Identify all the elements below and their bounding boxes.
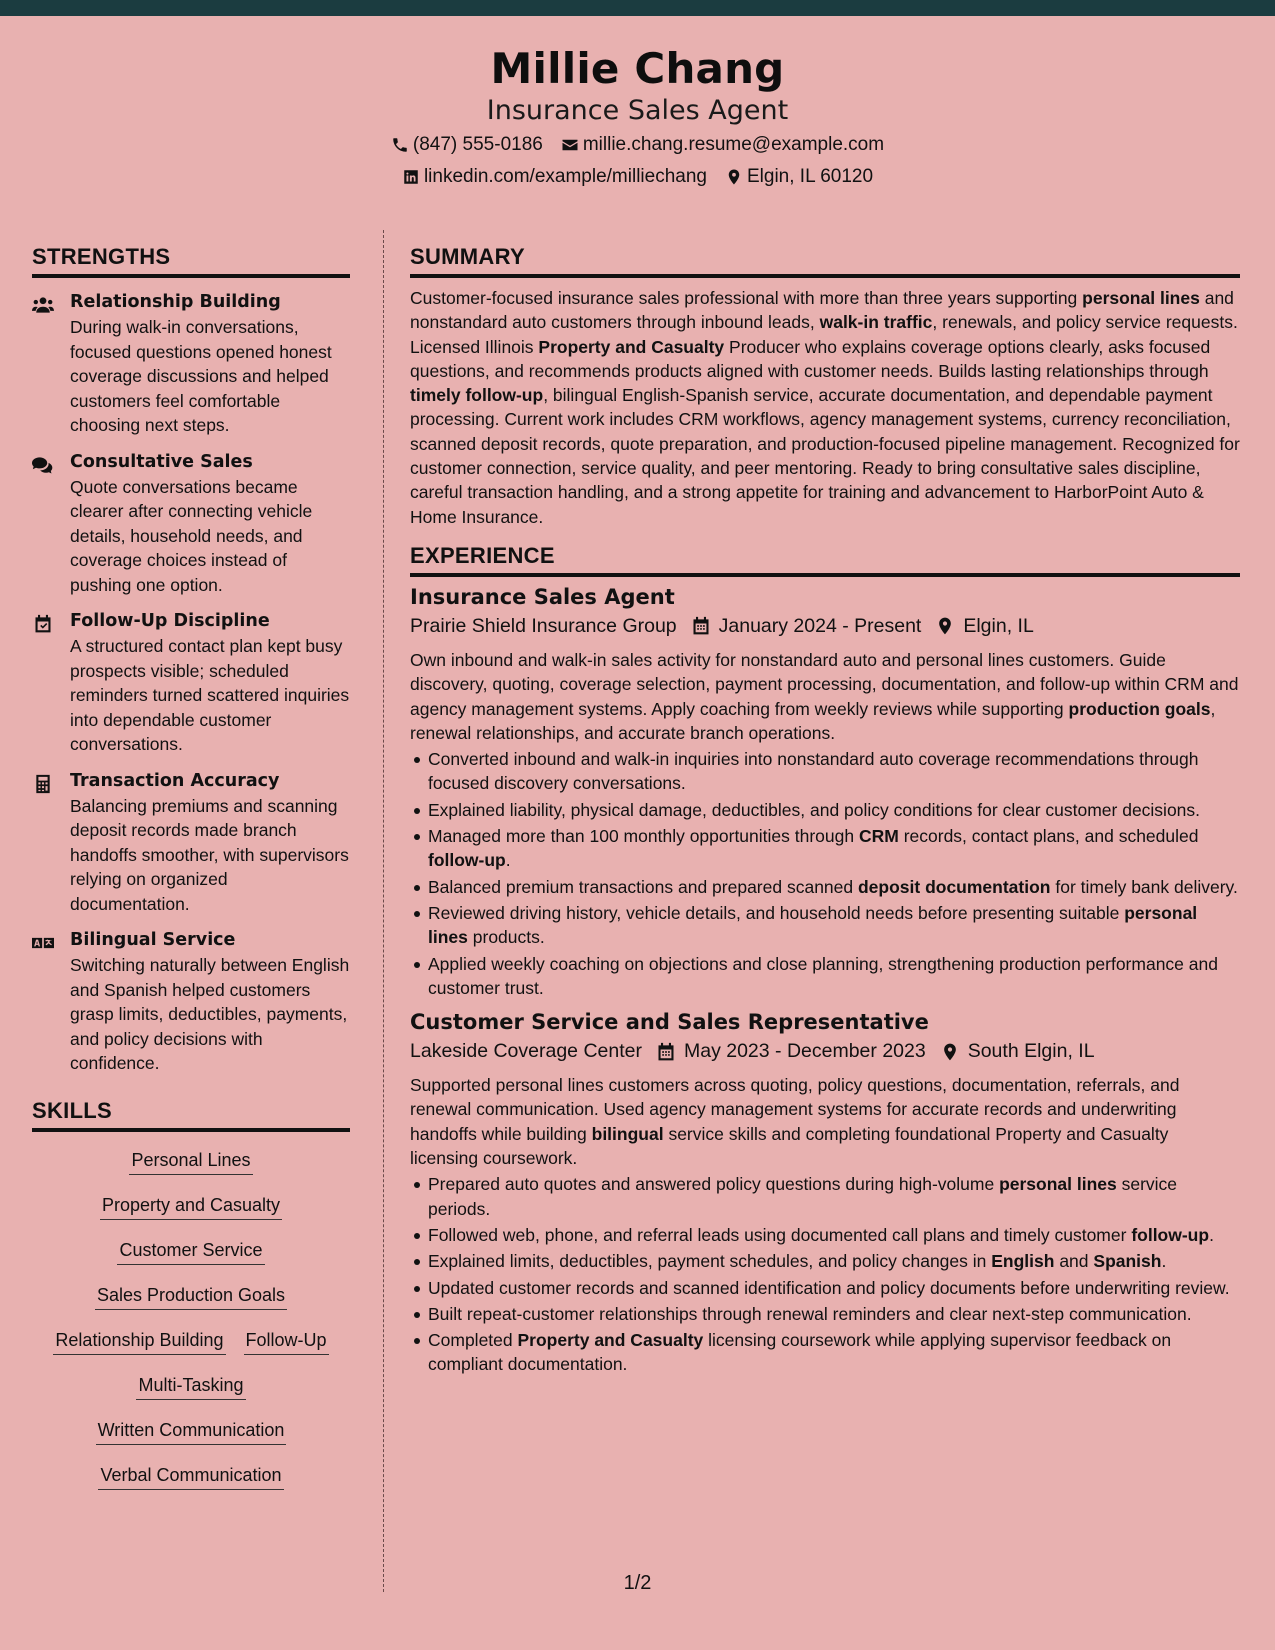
phone-text: (847) 555-0186: [412, 134, 543, 155]
job-dates: January 2024 - Present: [718, 614, 922, 637]
strength-desc: Quote conversations became clearer after connecting vehicle details, household needs, and coverage choices instead of pushing one option.: [70, 476, 313, 595]
skill-tag: Customer Service: [117, 1240, 264, 1265]
bullet-item: Updated customer records and scanned identification and policy documents before underwriting review.: [410, 1276, 1240, 1300]
strength-desc: Switching naturally between English and Spanish helped customers grasp limits, deductibles, payments, and policy decisions with confidence.: [70, 955, 350, 1073]
bullet-item: Reviewed driving history, vehicle details, and household needs before presenting suitable personal lines products.: [410, 901, 1240, 950]
summary-text: Customer-focused insurance sales professional with more than three years supporting personal lines and nonstandard auto customers through inbound leads, walk-in traffic, renewals, and policy service requests. Licensed Illinois Property and Casualty Producer who explains coverage options clearly, asks focused questions, and recommends products aligned with customer needs. Builds lasting relationships through timely follow-up, bilingual English-Spanish service, accurate documentation, and dependable payment processing. Current work includes CRM workflows, agency management systems, currency reconciliation, scanned deposit records, quote preparation, and production-focused pipeline management. Recognized for customer connection, service quality, and peer mentoring. Ready to bring consultative sales discipline, careful transaction handling, and a strong appetite for training and advancement to HarborPoint Auto & Home Insurance.: [410, 288, 1240, 527]
job-title: Insurance Sales Agent: [410, 584, 675, 609]
bullet-item: Built repeat-customer relationships through renewal reminders and clear next-step communication.: [410, 1302, 1240, 1326]
bullet-item: Applied weekly coaching on objections and close planning, strengthening production performance and customer trust.: [410, 952, 1240, 1001]
job-dates: May 2023 - December 2023: [683, 1040, 926, 1063]
strength-item: [32, 771, 350, 917]
linkedin-text: linkedin.com/example/milliechang: [423, 166, 707, 187]
bullet-item: Explained limits, deductibles, payment schedules, and policy changes in English and Spanish.: [410, 1249, 1240, 1273]
job-location: South Elgin, IL: [967, 1040, 1095, 1063]
contact-row-1: [0, 134, 1275, 156]
strength-desc: Balancing premiums and scanning deposit records made branch handoffs smoother, with supervisors relying on organized documentation.: [70, 795, 349, 914]
map-pin-icon: [935, 616, 955, 636]
skills-heading: SKILLS: [32, 1098, 350, 1132]
strength-title: Relationship Building: [70, 292, 281, 312]
bullet-item: Balanced premium transactions and prepared scanned deposit documentation for timely bank delivery.: [410, 875, 1240, 899]
left-column: [32, 244, 350, 1510]
map-pin-icon: [940, 1042, 960, 1062]
phone-icon: [391, 136, 409, 154]
contact-row-2: [0, 166, 1275, 188]
email-text: millie.chang.resume@example.com: [582, 134, 885, 155]
strength-title: Bilingual Service: [70, 930, 236, 950]
bullet-item: Managed more than 100 monthly opportunities through CRM records, contact plans, and scheduled follow-up.: [410, 824, 1240, 873]
skill-tag: Relationship Building: [53, 1330, 225, 1355]
candidate-name: Millie Chang: [490, 44, 785, 93]
job-description: Own inbound and walk-in sales activity for nonstandard auto and personal lines customers. Guide discovery, quoting, coverage selection, payment processing, documentation, and follow-up within CRM and agency management systems. Apply coaching from weekly reviews while supporting production goals, renewal relationships, and accurate branch operations.: [410, 649, 1239, 743]
strengths-heading: STRENGTHS: [32, 244, 350, 278]
skill-tag: Sales Production Goals: [95, 1285, 287, 1310]
bullet-item: Prepared auto quotes and answered policy questions during high-volume personal lines service periods.: [410, 1172, 1240, 1221]
skill-tag: Written Communication: [96, 1420, 287, 1445]
envelope-icon: [561, 136, 579, 154]
skill-tag: Verbal Communication: [98, 1465, 283, 1490]
job-title: Customer Service and Sales Representative: [410, 1010, 929, 1035]
skill-tag: Follow-Up: [244, 1330, 329, 1355]
strength-desc: During walk-in conversations, focused questions opened honest coverage discussions and helped customers feel comfortable choosing next steps.: [70, 317, 332, 435]
job-location: Elgin, IL: [963, 614, 1034, 637]
language-icon: [32, 933, 54, 953]
email-contact[interactable]: [561, 134, 884, 156]
calculator-icon: [32, 774, 54, 794]
bullet-item: Explained liability, physical damage, deductibles, and policy conditions for clear customer decisions.: [410, 798, 1240, 822]
strength-item: [32, 452, 350, 598]
job-description: Supported personal lines customers across quoting, policy questions, documentation, referrals, and renewal communication. Used agency management systems for accurate records and underwriting handoffs while building bilingual service skills and completing foundational Property and Casualty licensing coursework.: [410, 1075, 1180, 1169]
calendar-icon: [656, 1042, 676, 1062]
resume-header: [0, 16, 1275, 204]
top-accent-bar: [0, 0, 1275, 16]
column-divider: [383, 230, 384, 1592]
job-entry: [410, 585, 1240, 1000]
location-contact: [725, 166, 873, 188]
map-pin-icon: [725, 168, 743, 186]
job-bullets: [410, 747, 1240, 1000]
strength-item: [32, 611, 350, 757]
bullet-item: Completed Property and Casualty licensing coursework while applying supervisor feedback on compliant documentation.: [410, 1328, 1240, 1377]
skill-tag: Personal Lines: [129, 1150, 252, 1175]
job-entry: [410, 1010, 1240, 1377]
company-name: Prairie Shield Insurance Group: [410, 614, 677, 637]
bullet-item: Followed web, phone, and referral leads using documented call plans and timely customer follow-up.: [410, 1223, 1240, 1247]
summary-heading: SUMMARY: [410, 244, 1240, 278]
location-text: Elgin, IL 60120: [746, 166, 874, 187]
skills-list: [32, 1150, 350, 1490]
skill-tag: Property and Casualty: [100, 1195, 282, 1220]
strength-item: [32, 292, 350, 438]
job-meta: [410, 615, 1240, 638]
job-meta: [410, 1040, 1240, 1063]
page-number: 1/2: [623, 1572, 652, 1594]
bullet-item: Converted inbound and walk-in inquiries into nonstandard auto coverage recommendations through focused discovery conversations.: [410, 747, 1240, 796]
phone-contact[interactable]: [391, 134, 543, 156]
candidate-title: Insurance Sales Agent: [486, 95, 789, 126]
linkedin-icon: [402, 168, 420, 186]
experience-heading: EXPERIENCE: [410, 543, 1240, 577]
job-bullets: [410, 1172, 1240, 1376]
comments-icon: [32, 455, 54, 475]
strength-desc: A structured contact plan kept busy prospects visible; scheduled reminders turned scattered inquiries into dependable customer conversations.: [70, 636, 350, 754]
users-icon: [32, 295, 54, 315]
strength-title: Transaction Accuracy: [70, 770, 280, 791]
skill-tag: Multi-Tasking: [136, 1375, 245, 1400]
company-name: Lakeside Coverage Center: [410, 1040, 642, 1063]
right-column: [410, 244, 1240, 1379]
calendar-icon: [691, 616, 711, 636]
calendar-check-icon: [32, 614, 54, 634]
strength-item: [32, 930, 350, 1076]
strength-title: Follow-Up Discipline: [70, 611, 270, 631]
linkedin-contact[interactable]: [402, 166, 707, 188]
strength-title: Consultative Sales: [70, 451, 253, 472]
